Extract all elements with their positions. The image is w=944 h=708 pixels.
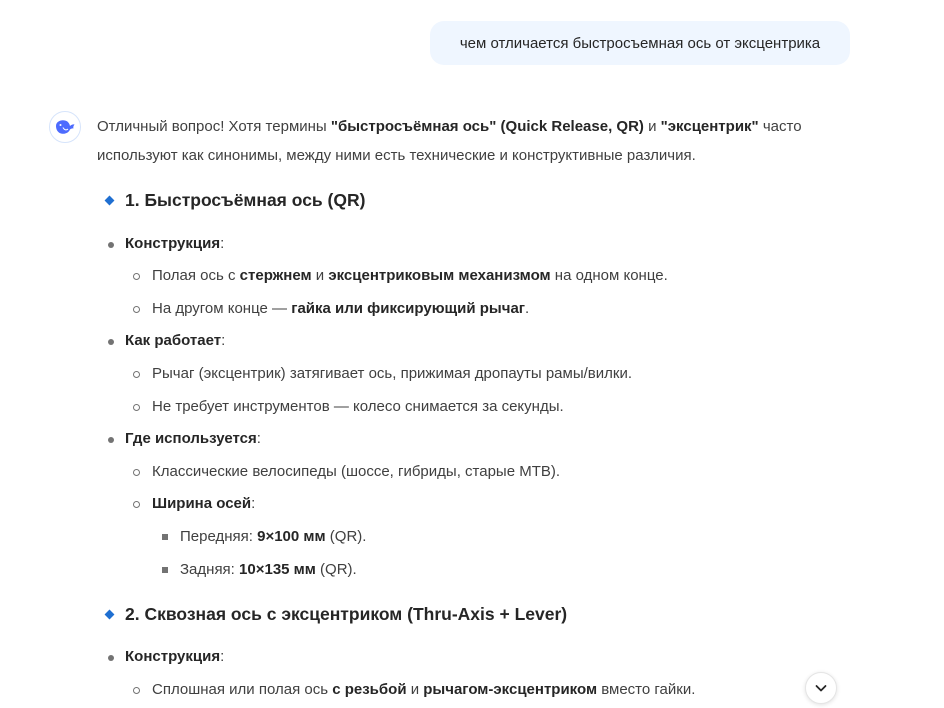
list-item: Как работает: xyxy=(125,332,226,349)
bullet-circle-icon xyxy=(133,273,140,280)
list-item xyxy=(152,681,695,698)
diamond-icon xyxy=(105,196,115,206)
assistant-answer xyxy=(97,112,857,170)
item-text: Задняя: xyxy=(180,561,240,578)
user-message-bubble xyxy=(430,21,850,65)
bullet-disc-icon xyxy=(108,242,114,248)
list-item: Рычаг (эксцентрик) затягивает ось, прижимая дропауты рамы/вилки. xyxy=(152,365,632,382)
intro-bold-2: "эксцентрик" xyxy=(660,118,759,135)
scroll-to-bottom-button[interactable] xyxy=(805,672,837,704)
list-item xyxy=(180,528,366,545)
diamond-icon xyxy=(105,610,115,620)
item-text: . xyxy=(525,300,530,317)
item-bold: 9×100 мм xyxy=(257,528,326,545)
item-text: На другом конце — xyxy=(152,300,292,317)
item-label: Конструкция xyxy=(125,648,221,665)
item-text: (QR). xyxy=(315,561,357,578)
chevron-down-icon xyxy=(814,681,828,695)
list-item: Не требует инструментов — колесо снимается за секунды. xyxy=(152,398,564,415)
item-text: Передняя: xyxy=(180,528,258,545)
section1-heading xyxy=(97,190,365,211)
item-bold: гайка или фиксирующий рычаг xyxy=(291,300,526,317)
item-text: и xyxy=(311,267,329,284)
bullet-circle-icon xyxy=(133,501,140,508)
intro-paragraph xyxy=(97,112,857,170)
section2-title: 2. Сквозная ось с эксцентриком (Thru-Axis + Lever) xyxy=(125,604,568,624)
intro-text-3: часто используют как синонимы, между ними есть технические и конструктивные различия. xyxy=(97,118,802,164)
bullet-circle-icon xyxy=(133,404,140,411)
item-text: вместо гайки. xyxy=(597,681,696,698)
whale-logo-icon xyxy=(54,118,76,136)
list-item xyxy=(152,300,529,317)
bullet-circle-icon xyxy=(133,687,140,694)
item-bold: эксцентриковым механизмом xyxy=(328,267,551,284)
list-item: Ширина осей: xyxy=(152,495,256,512)
bullet-square-icon xyxy=(162,567,168,573)
bullet-disc-icon xyxy=(108,655,114,661)
item-label: Конструкция xyxy=(125,235,221,252)
intro-text-2: и xyxy=(643,118,661,135)
item-bold: 10×135 мм xyxy=(239,561,316,578)
list-item: Конструкция: xyxy=(125,648,225,665)
bullet-disc-icon xyxy=(108,437,114,443)
bullet-circle-icon xyxy=(133,371,140,378)
list-item xyxy=(180,561,357,578)
bullet-circle-icon xyxy=(133,306,140,313)
list-item xyxy=(152,267,668,284)
assistant-avatar xyxy=(49,111,81,143)
section1-title: 1. Быстросъёмная ось (QR) xyxy=(125,190,366,210)
item-text: Сплошная или полая ось xyxy=(152,681,333,698)
intro-text-1: Отличный вопрос! Хотя термины xyxy=(97,118,331,135)
item-text: Полая ось с xyxy=(152,267,240,284)
item-bold: рычагом-эксцентриком xyxy=(423,681,598,698)
user-message-text: чем отличается быстросъемная ось от эксцентрика xyxy=(459,34,821,52)
item-text: (QR). xyxy=(325,528,367,545)
list-item: Конструкция: xyxy=(125,235,225,252)
list-item: Где используется: xyxy=(125,430,261,447)
section2-heading xyxy=(97,604,567,625)
item-label: Где используется xyxy=(125,430,257,447)
item-text: на одном конце. xyxy=(550,267,668,284)
item-bold: стержнем xyxy=(239,267,312,284)
item-bold: с резьбой xyxy=(332,681,407,698)
item-label: Ширина осей xyxy=(152,495,252,512)
intro-bold-1: "быстросъёмная ось" (Quick Release, QR) xyxy=(330,118,644,135)
bullet-square-icon xyxy=(162,534,168,540)
bullet-circle-icon xyxy=(133,469,140,476)
bullet-disc-icon xyxy=(108,339,114,345)
item-label: Как работает xyxy=(125,332,222,349)
item-text: и xyxy=(406,681,424,698)
list-item: Классические велосипеды (шоссе, гибриды, старые МТВ). xyxy=(152,463,561,480)
